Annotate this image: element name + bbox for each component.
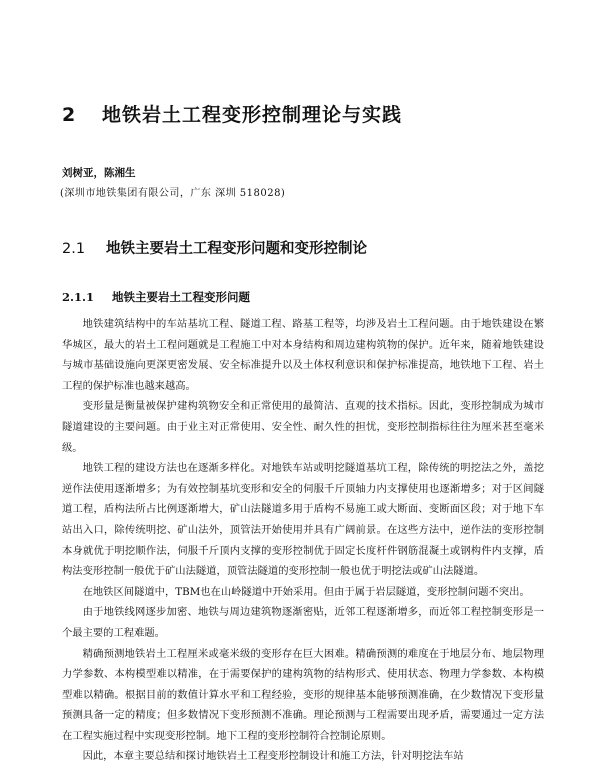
chapter-number: 2 [62,104,77,126]
paragraph: 在地铁区间隧道中，TBM也在山岭隧道中开始采用。但由于属于岩层隧道，变形控制问题不突出。 [82,585,530,598]
paragraph: 由于地铁线网逐步加密、地铁与周边建筑物逐渐密贴，近邻工程逐渐增多，而近邻工程控制变形是一个最主要的工程难题。 [62,606,544,639]
affiliation: (深圳市地铁集团有限公司，广东 深圳 518028) [60,188,286,199]
subsection-number: 2.1.1 [62,290,95,304]
paragraph: 因此，本章主要总结和探讨地铁岩土工程变形控制设计和施工方法，针对明挖法车站 [82,750,464,763]
subsection-heading [62,289,250,305]
paragraph: 地铁工程的建设方法也在逐渐多样化。对地铁车站或明挖隧道基坑工程，除传统的明挖法之外，盖挖逆作法使用逐渐增多；为有效控制基坑变形和安全的伺服千斤顶轴力内支撑使用也逐渐增多；对于区间隧道工程，盾构法所占比例逐渐增大，矿山法隧道多用于盾构不易施工或大断面、变断面区段；对于地下车站出入口，除传统明挖、矿山法外，顶管法开始使用并具有广阔前景。在这些方法中，逆作法的变形控制本身就优于明挖顺作法，伺服千斤顶内支撑的变形控制优于固定长度杆件钢筋混凝土或钢构件内支撑，盾构法变形控制一般优于矿山法隧道，顶管法隧道的变形控制一般也优于明挖法或矿山法隧道。 [62,462,544,578]
body-text [62,314,544,767]
paragraph: 地铁建筑结构中的车站基坑工程、隧道工程、路基工程等，均涉及岩土工程问题。由于地铁建设在繁华城区，最大的岩土工程问题就是工程施工中对本身结构和周边建构筑物的保护。近年来，随着地铁建设与城市基础设施向更深更密发展、安全标准提升以及土体权利意识和保护标准提高，地铁地下工程、岩土工程的保护标准也越来越高。 [62,318,544,392]
section-heading [62,237,367,258]
chapter-title [62,100,562,127]
section-number: 2.1 [62,241,86,257]
paragraph: 变形量是衡量被保护建构筑物安全和正常使用的最简洁、直观的技术指标。因此，变形控制成为城市隧道建设的主要问题。由于业主对正常使用、安全性、耐久性的担忧，变形控制指标往往为厘米甚至毫米级。 [62,400,544,454]
subsection-title: 地铁主要岩土工程变形问题 [112,290,250,304]
chapter-title-text: 地铁岩土工程变形控制理论与实践 [102,104,403,126]
section-title: 地铁主要岩土工程变形问题和变形控制论 [106,241,367,257]
authors: 刘树亚，陈湘生 [62,167,136,179]
paragraph: 精确预测地铁岩土工程厘米或毫米级的变形存在巨大困难。精确预测的难度在于地层分布、地层物理力学参数、本构模型难以精准，在于需要保护的建构筑物的结构形式、使用状态、物理力学参数、本构模型难以精确。根据目前的数值计算水平和工程经验，变形的规律基本能够预测准确，在少数情况下变形量预测具备一定的精度；但多数情况下变形预测不准确。理论预测与工程需要出现矛盾，需要通过一定方法在工程实施过程中实现变形控制。地下工程的变形控制符合控制论原则。 [62,647,544,742]
